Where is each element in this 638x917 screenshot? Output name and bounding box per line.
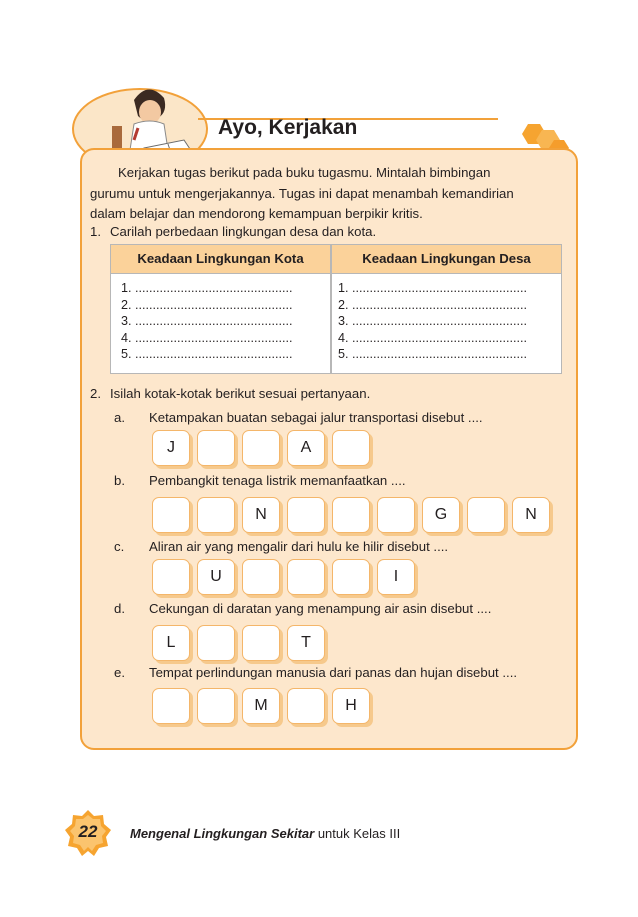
city-answer-column xyxy=(121,280,292,363)
question-1 xyxy=(90,224,376,239)
book-subtitle: untuk Kelas III xyxy=(317,826,401,841)
subquestion-letter: d. xyxy=(114,601,125,616)
letter-box-empty[interactable] xyxy=(242,430,280,466)
letter-box-filled[interactable]: I xyxy=(377,559,415,595)
letter-box-filled[interactable]: G xyxy=(422,497,460,533)
subquestion-text: Cekungan di daratan yang menampung air asin disebut .... xyxy=(149,601,492,616)
answer-line[interactable]: 1. .................................................. xyxy=(338,281,527,295)
letter-box-empty[interactable] xyxy=(287,688,325,724)
answer-line[interactable]: 2. .................................................. xyxy=(338,297,527,312)
instructions-line: dalam belajar dan mendorong kemampuan berpikir kritis. xyxy=(90,206,423,221)
answer-line[interactable]: 5. ............................................. xyxy=(121,347,293,361)
answer-line[interactable]: 3. ............................................. xyxy=(121,314,293,328)
page-number: 22 xyxy=(78,822,98,841)
table-divider xyxy=(330,245,332,373)
subquestion-text: Tempat perlindungan manusia dari panas dan hujan disebut .... xyxy=(149,665,518,680)
letter-box-filled[interactable]: N xyxy=(242,497,280,533)
footer-book-title xyxy=(130,826,400,841)
letter-box-empty[interactable] xyxy=(197,430,235,466)
letter-box-empty[interactable] xyxy=(152,497,190,533)
instructions-line: Kerjakan tugas berikut pada buku tugasmu. Mintalah bimbingan xyxy=(118,165,491,180)
answer-line[interactable]: 5. .................................................. xyxy=(338,347,527,361)
letter-box-empty[interactable] xyxy=(467,497,505,533)
question-number: 2. xyxy=(90,386,101,401)
letter-box-filled[interactable]: L xyxy=(152,625,190,661)
letter-box-empty[interactable] xyxy=(242,559,280,595)
letter-box-empty[interactable] xyxy=(332,430,370,466)
answer-line[interactable]: 4. .................................................. xyxy=(338,330,527,345)
letter-box-empty[interactable] xyxy=(197,625,235,661)
letter-box-empty[interactable] xyxy=(197,688,235,724)
letter-box-empty[interactable] xyxy=(197,497,235,533)
letter-box-empty[interactable] xyxy=(152,559,190,595)
letter-box-filled[interactable]: A xyxy=(287,430,325,466)
subquestion-text: Pembangkit tenaga listrik memanfaatkan .... xyxy=(149,473,406,488)
letter-box-empty[interactable] xyxy=(287,497,325,533)
subquestion-letter: e. xyxy=(114,665,125,680)
letter-box-empty[interactable] xyxy=(152,688,190,724)
subquestion-text: Ketampakan buatan sebagai jalur transportasi disebut .... xyxy=(149,410,483,425)
section-title: Ayo, Kerjakan xyxy=(218,116,358,139)
table-header-city: Keadaan Lingkungan Kota xyxy=(137,251,304,266)
question-text: Carilah perbedaan lingkungan desa dan kota. xyxy=(110,224,377,239)
letter-box-filled[interactable]: M xyxy=(242,688,280,724)
question-number: 1. xyxy=(90,224,101,239)
letter-box-filled[interactable]: N xyxy=(512,497,550,533)
answer-line[interactable]: 1. ............................................. xyxy=(121,281,293,295)
letter-box-empty[interactable] xyxy=(332,559,370,595)
question-text: Isilah kotak-kotak berikut sesuai pertanyaan. xyxy=(110,386,371,401)
letter-box-empty[interactable] xyxy=(377,497,415,533)
instructions-paragraph xyxy=(90,163,562,225)
question-2 xyxy=(90,386,370,401)
letter-box-empty[interactable] xyxy=(242,625,280,661)
subquestion-letter: b. xyxy=(114,473,125,488)
answer-line[interactable]: 2. ............................................. xyxy=(121,297,293,312)
comparison-table xyxy=(110,244,562,374)
answer-line[interactable]: 3. .................................................. xyxy=(338,314,527,328)
instructions-line: gurumu untuk mengerjakannya. Tugas ini dapat menambah kemandirian xyxy=(90,185,514,201)
subquestion-letter: c. xyxy=(114,539,125,554)
answer-line[interactable]: 4. ............................................. xyxy=(121,330,293,345)
subquestion-text: Aliran air yang mengalir dari hulu ke hilir disebut .... xyxy=(149,539,449,554)
subquestion-letter: a. xyxy=(114,410,125,425)
book-title: Mengenal Lingkungan Sekitar xyxy=(130,826,315,841)
letter-box-empty[interactable] xyxy=(287,559,325,595)
letter-box-filled[interactable]: T xyxy=(287,625,325,661)
letter-box-filled[interactable]: J xyxy=(152,430,190,466)
table-header-village: Keadaan Lingkungan Desa xyxy=(362,251,531,266)
village-answer-column xyxy=(338,280,527,363)
letter-box-filled[interactable]: U xyxy=(197,559,235,595)
letter-box-empty[interactable] xyxy=(332,497,370,533)
letter-box-filled[interactable]: H xyxy=(332,688,370,724)
